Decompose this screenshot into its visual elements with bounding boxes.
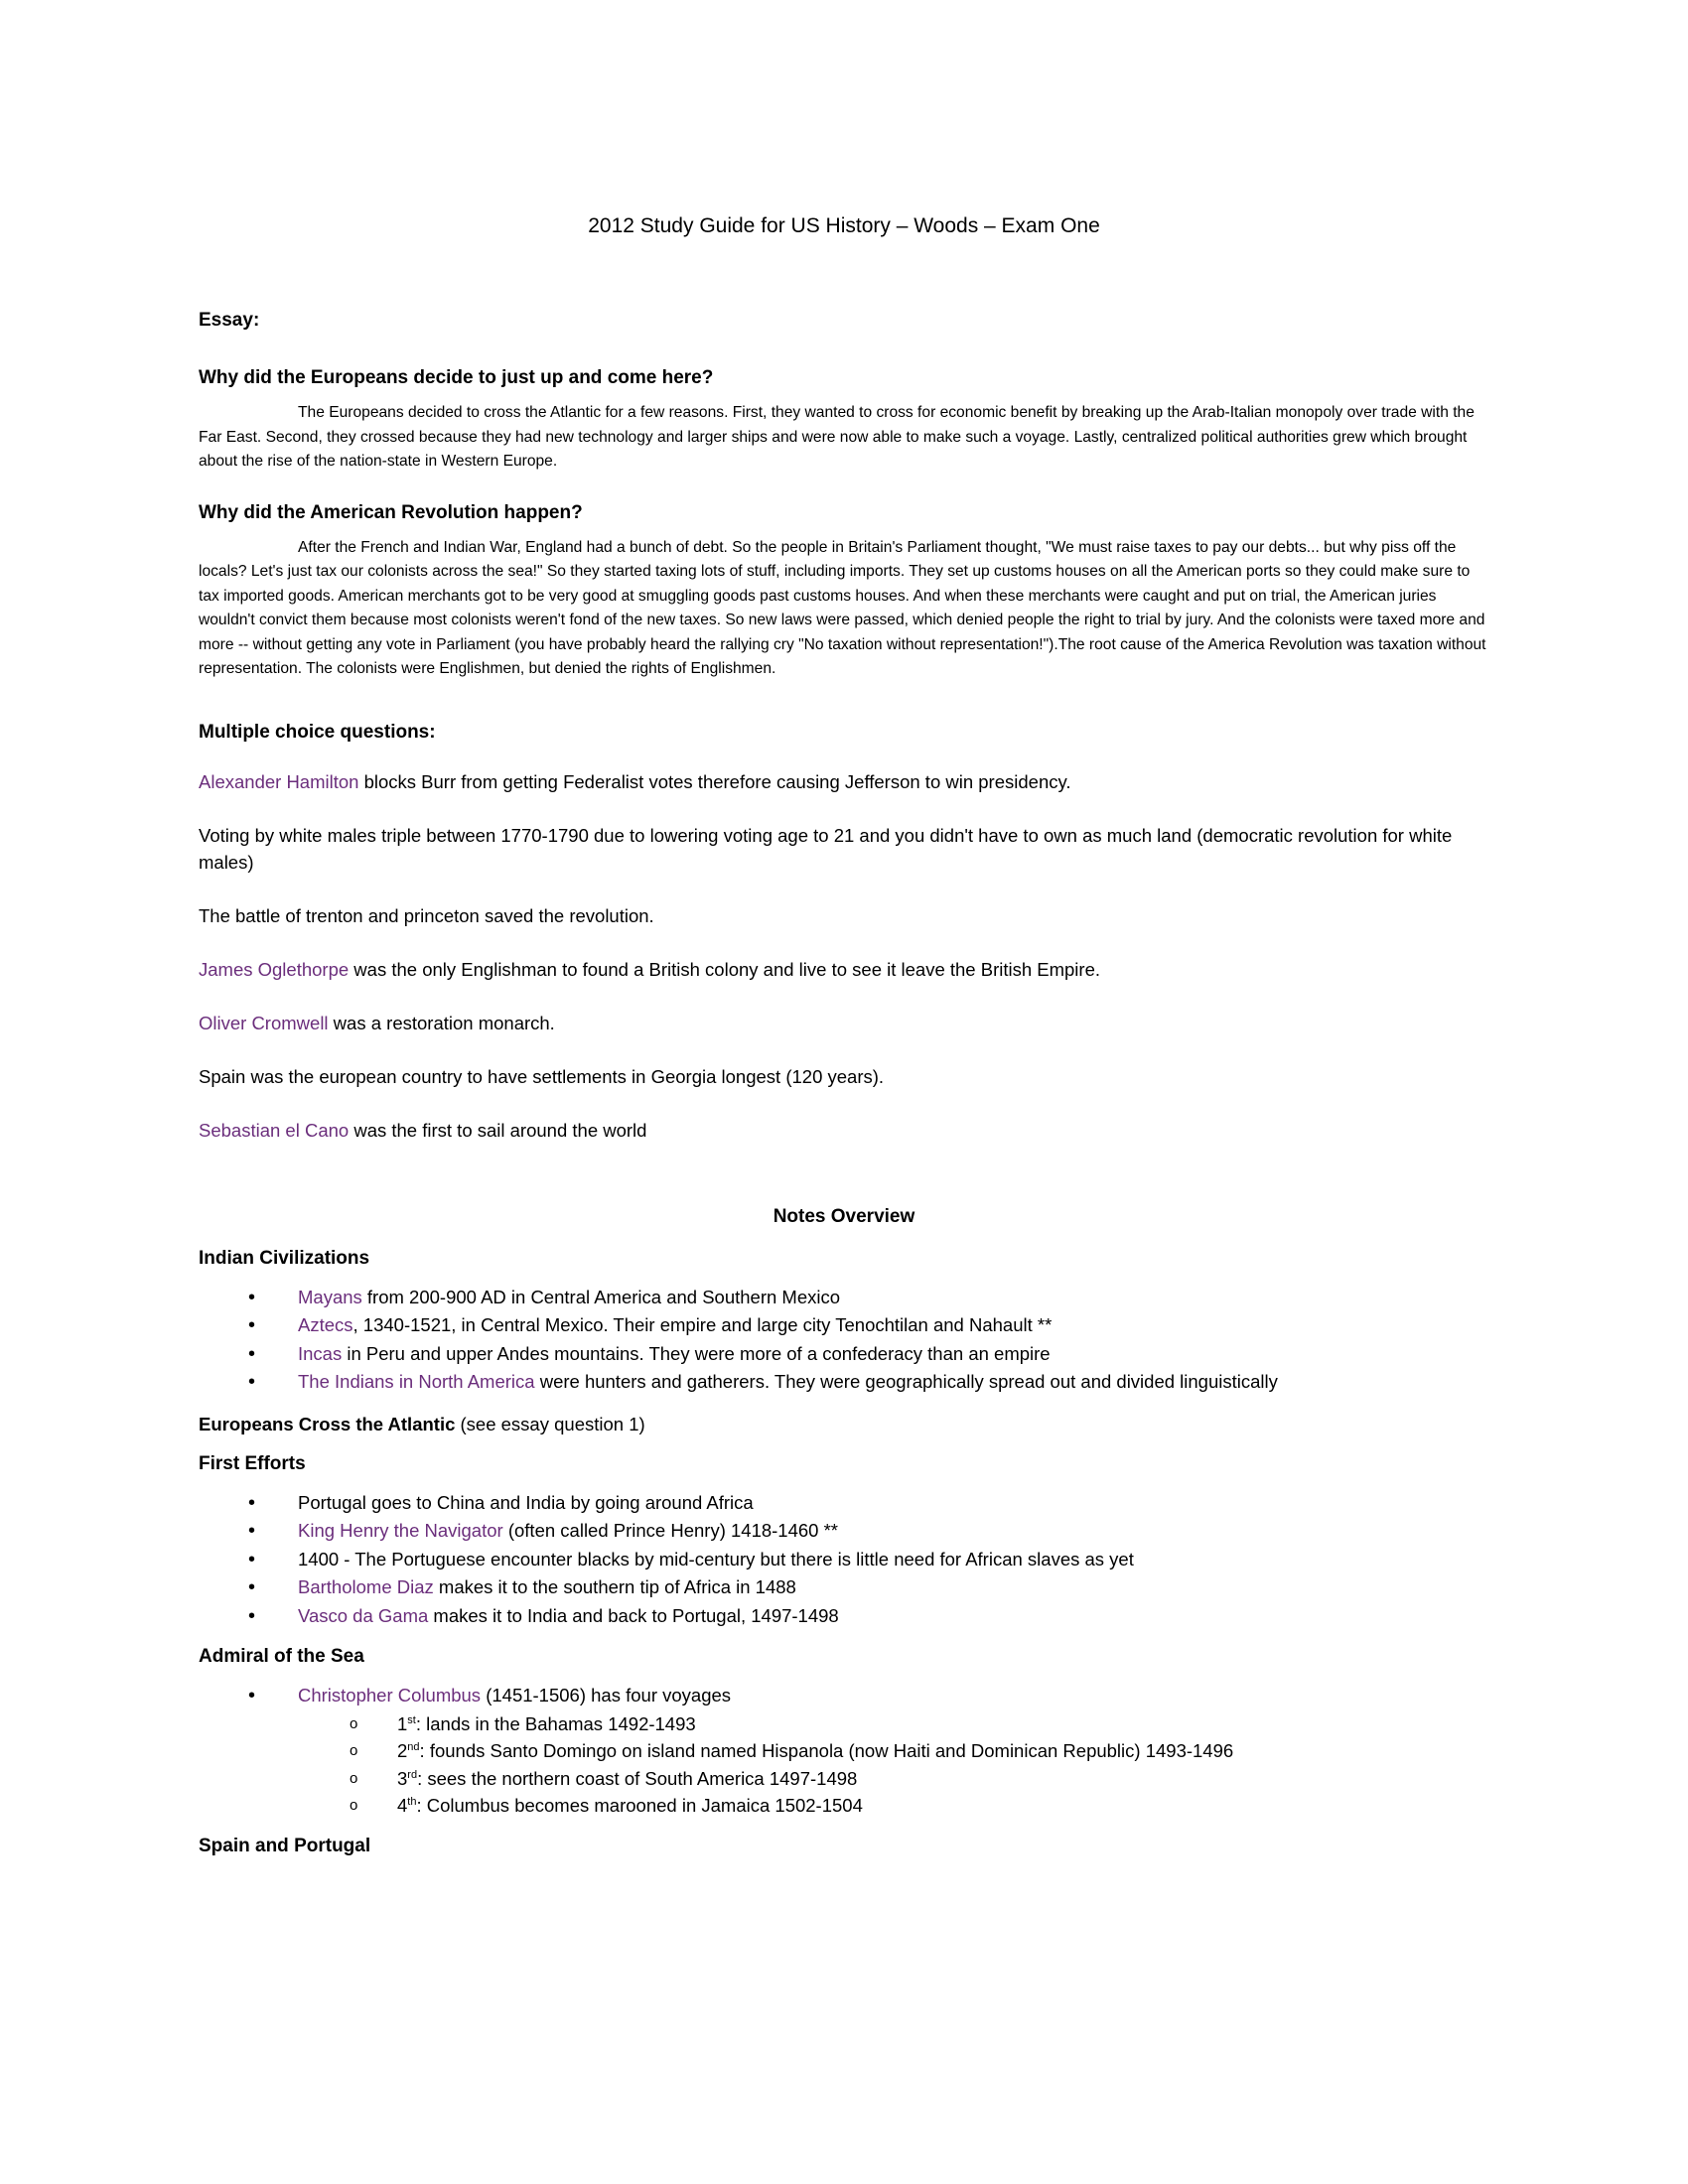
- voyage-list: [199, 1710, 1489, 1820]
- list-item: [199, 1489, 1489, 1518]
- list-text: (often called Prince Henry) 1418-1460 **: [502, 1520, 839, 1541]
- essay-question-1: Why did the Europeans decide to just up and come here?: [199, 367, 714, 388]
- list-item: [199, 1573, 1489, 1602]
- list-item: [199, 1284, 1489, 1312]
- mc-item: [199, 822, 1489, 876]
- document-title: 2012 Study Guide for US History – Woods – Exam One: [588, 214, 1100, 237]
- list-text: were hunters and gatherers. They were geographically spread out and divided linguistically: [534, 1371, 1278, 1392]
- list-link[interactable]: Bartholome Diaz: [298, 1576, 434, 1597]
- list-link[interactable]: The Indians in North America: [298, 1371, 535, 1392]
- mc-text: was the only Englishman to found a British colony and live to see it leave the British Empire.: [349, 958, 1101, 980]
- list-text: makes it to the southern tip of Africa in 1488: [433, 1576, 796, 1597]
- mc-item: [199, 956, 1489, 983]
- mc-link[interactable]: James Oglethorpe: [199, 958, 350, 980]
- mc-text: Voting by white males triple between 1770-1790 due to lowering voting age to 21 and you didn't have to own as much land (democratic revolution for white males): [199, 824, 1453, 873]
- list-item: [199, 1602, 1489, 1631]
- voyage-text: : founds Santo Domingo on island named Hispanola (now Haiti and Dominican Republic) 1493-1496: [419, 1740, 1234, 1761]
- list-text: in Peru and upper Andes mountains. They were more of a confederacy than an empire: [342, 1342, 1051, 1364]
- voyage-item: [199, 1737, 1489, 1765]
- indian-list: [199, 1284, 1489, 1397]
- essay-heading: Essay:: [199, 310, 260, 331]
- list-text: from 200-900 AD in Central America and Southern Mexico: [361, 1286, 841, 1307]
- essay-answer-2: After the French and Indian War, England had a bunch of debt. So the people in Britain's Parliament thought, "We must raise taxes to pay our debts... but why piss off the locals? Let's just tax our colonists across the sea!" So they started taxing lots of stuff, including imports. They set up customs houses on all the American ports so they could make sure to tax imported goods. American merchants got to be very good at smuggling goods past customs houses. And when these merchants were caught and put on trial, the American juries wouldn't convict them because most colonists weren't fond of the new taxes. So new laws were passed, which denied people the right to trial by jury. And the colonists were taxed more and more -- without getting any vote in Parliament (you have probably heard the rallying cry "No taxation without representation!").The root cause of the America Revolution was taxation without representation. The colonists were Englishmen, but denied the rights of Englishmen.: [199, 538, 1486, 677]
- europeans-line: [199, 1411, 1489, 1437]
- voyage-number: 3: [397, 1767, 408, 1789]
- mc-text: blocks Burr from getting Federalist votes therefore causing Jefferson to win presidency.: [358, 770, 1071, 792]
- list-link[interactable]: Christopher Columbus: [298, 1685, 482, 1706]
- essay-question-2: Why did the American Revolution happen?: [199, 501, 583, 523]
- mc-link[interactable]: Sebastian el Cano: [199, 1119, 350, 1141]
- list-text: 1400 - The Portuguese encounter blacks by mid-century but there is little need for African slaves as yet: [298, 1548, 1134, 1570]
- voyage-item: [199, 1710, 1489, 1738]
- mc-link[interactable]: Alexander Hamilton: [199, 770, 359, 792]
- mc-item: [199, 1010, 1489, 1036]
- list-item: [199, 1682, 1489, 1710]
- voyage-item: [199, 1765, 1489, 1793]
- list-item: [199, 1546, 1489, 1574]
- europeans-note: (see essay question 1): [455, 1413, 645, 1434]
- mc-text: was a restoration monarch.: [328, 1012, 555, 1033]
- list-link[interactable]: Vasco da Gama: [298, 1604, 429, 1626]
- voyage-number: 2: [397, 1740, 408, 1761]
- notes-heading: Notes Overview: [773, 1205, 915, 1227]
- first-efforts-heading: First Efforts: [199, 1452, 306, 1474]
- voyage-ordinal: th: [407, 1795, 417, 1808]
- list-link[interactable]: King Henry the Navigator: [298, 1520, 503, 1541]
- list-item: [199, 1368, 1489, 1397]
- spain-heading: Spain and Portugal: [199, 1835, 371, 1856]
- voyage-ordinal: nd: [407, 1740, 420, 1753]
- voyage-text: : sees the northern coast of South America 1497-1498: [417, 1767, 858, 1789]
- admiral-list: [199, 1682, 1489, 1710]
- mc-heading: Multiple choice questions:: [199, 721, 436, 743]
- list-text: , 1340-1521, in Central Mexico. Their empire and large city Tenochtilan and Nahault **: [352, 1314, 1053, 1335]
- voyage-number: 1: [397, 1712, 408, 1734]
- voyage-ordinal: st: [407, 1713, 416, 1726]
- mc-item: [199, 1063, 1489, 1090]
- list-text: (1451-1506) has four voyages: [481, 1685, 732, 1706]
- list-link[interactable]: Incas: [298, 1342, 343, 1364]
- voyage-ordinal: rd: [407, 1768, 418, 1781]
- voyage-number: 4: [397, 1795, 408, 1816]
- mc-text: was the first to sail around the world: [349, 1119, 647, 1141]
- mc-link[interactable]: Oliver Cromwell: [199, 1012, 329, 1033]
- list-item: [199, 1311, 1489, 1340]
- list-item: [199, 1517, 1489, 1546]
- list-text: Portugal goes to China and India by going around Africa: [298, 1491, 754, 1513]
- admiral-heading: Admiral of the Sea: [199, 1646, 364, 1667]
- mc-item: [199, 902, 1489, 929]
- voyage-item: [199, 1792, 1489, 1820]
- mc-text: The battle of trenton and princeton saved the revolution.: [199, 904, 654, 926]
- document-body: [199, 310, 1489, 1857]
- voyage-text: : Columbus becomes marooned in Jamaica 1502-1504: [416, 1795, 863, 1816]
- list-text: makes it to India and back to Portugal, 1497-1498: [428, 1604, 839, 1626]
- mc-item: [199, 768, 1489, 795]
- europeans-heading: Europeans Cross the Atlantic: [199, 1413, 456, 1434]
- voyage-text: : lands in the Bahamas 1492-1493: [415, 1712, 696, 1734]
- indian-heading: Indian Civilizations: [199, 1247, 370, 1269]
- mc-item: [199, 1117, 1489, 1144]
- list-item: [199, 1340, 1489, 1369]
- mc-text: Spain was the european country to have settlements in Georgia longest (120 years).: [199, 1065, 885, 1087]
- list-link[interactable]: Mayans: [298, 1286, 362, 1307]
- list-link[interactable]: Aztecs: [298, 1314, 353, 1335]
- first-efforts-list: [199, 1489, 1489, 1631]
- essay-answer-1: The Europeans decided to cross the Atlantic for a few reasons. First, they wanted to cross for economic benefit by breaking up the Arab-Italian monopoly over trade with the Far East. Second, they crossed because they had new technology and larger ships and were now able to make such a voyage. Lastly, centralized political authorities grew which brought about the rise of the nation-state in Western Europe.: [199, 404, 1475, 470]
